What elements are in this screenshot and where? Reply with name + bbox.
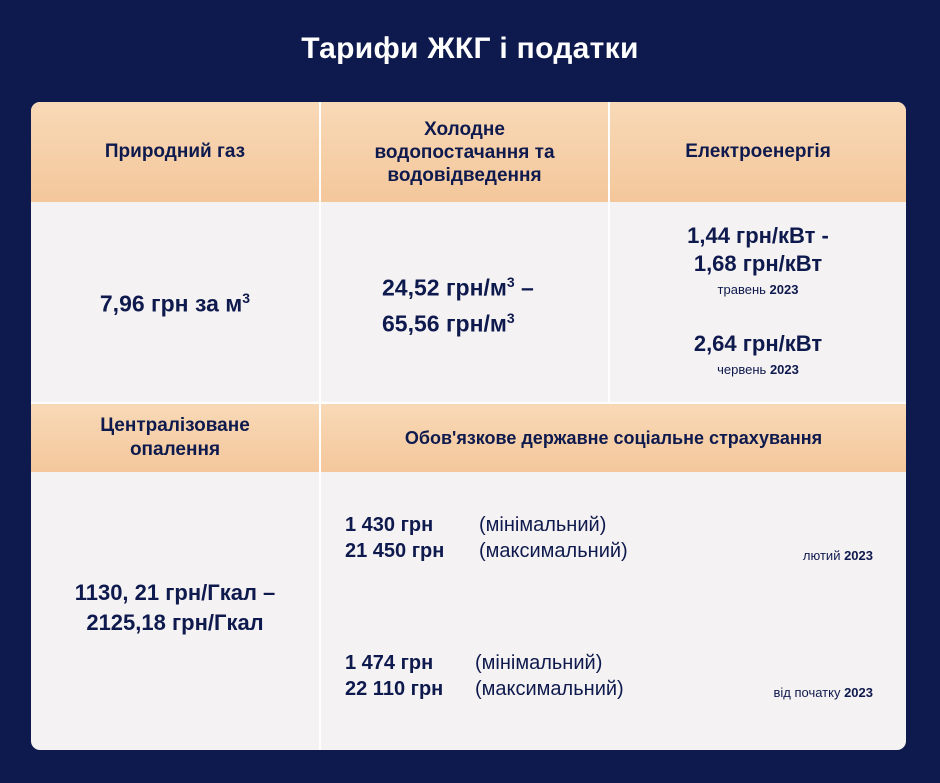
insurance-2-note-text: від початку bbox=[773, 685, 841, 700]
insurance-1-max-amount: 21 450 грн bbox=[345, 540, 445, 562]
gas-value bbox=[31, 284, 319, 318]
header-insurance-label: Обов'язкове державне соціальне страхування bbox=[404, 427, 823, 448]
insurance-2-min-row bbox=[345, 650, 624, 676]
divider-col1 bbox=[319, 102, 321, 750]
water-line2: 65,56 грн/м bbox=[382, 310, 507, 337]
header-gas-label: Природний газ bbox=[104, 141, 246, 162]
insurance-1-max-label: (максимальний) bbox=[479, 540, 628, 562]
water-value bbox=[382, 267, 534, 338]
water-line2-sup: 3 bbox=[506, 309, 515, 326]
page-title: Тарифи ЖКГ і податки bbox=[301, 32, 639, 65]
header-water-line1: Холодне bbox=[424, 118, 505, 140]
gas-value-sup: 3 bbox=[242, 290, 251, 306]
electricity-june bbox=[610, 330, 906, 377]
header-water-line3: водовідведення bbox=[387, 164, 542, 186]
header-water-line2: водопостачання та bbox=[374, 141, 555, 163]
electricity-may-note-text: травень bbox=[717, 282, 766, 297]
header-electricity bbox=[610, 102, 906, 202]
insurance-1-max-row bbox=[345, 538, 628, 564]
insurance-1-min-amount: 1 430 грн bbox=[345, 514, 434, 536]
insurance-1-note bbox=[803, 548, 873, 563]
water-line1-sup: 3 bbox=[506, 274, 515, 290]
header-insurance bbox=[321, 404, 906, 472]
insurance-2-year: 2023 bbox=[844, 685, 873, 700]
insurance-block-1 bbox=[345, 512, 628, 564]
divider-row1 bbox=[31, 402, 906, 404]
electricity-may-note bbox=[610, 282, 906, 297]
insurance-2-min-amount: 1 474 грн bbox=[345, 652, 434, 674]
header-heating-line2: опалення bbox=[129, 439, 221, 460]
electricity-june-note-text: червень bbox=[717, 362, 767, 377]
insurance-2-note bbox=[773, 685, 873, 700]
water-line1-tail: – bbox=[514, 274, 534, 301]
header-water bbox=[321, 102, 608, 202]
heating-line1: 1130, 21 грн/Гкал – bbox=[74, 580, 276, 605]
heating-line2: 2125,18 грн/Гкал bbox=[86, 610, 264, 635]
gas-value-text: 7,96 грн за м bbox=[99, 290, 243, 317]
water-line1: 24,52 грн/м bbox=[382, 274, 507, 301]
electricity-june-note bbox=[610, 362, 906, 377]
electricity-may-line2: 1,68 грн/кВт bbox=[693, 251, 823, 276]
electricity-may-line1: 1,44 грн/кВт - bbox=[687, 223, 829, 248]
electricity-june-year: 2023 bbox=[769, 362, 799, 377]
header-heating-line1: Централізоване bbox=[100, 415, 250, 436]
insurance-2-max-label: (максимальний) bbox=[475, 678, 624, 700]
header-gas bbox=[31, 102, 319, 202]
insurance-1-year: 2023 bbox=[844, 548, 873, 563]
insurance-2-min-label: (мінімальний) bbox=[475, 652, 603, 674]
header-electricity-label: Електроенергія bbox=[685, 141, 831, 162]
insurance-2-max-amount: 22 110 грн bbox=[345, 678, 444, 700]
insurance-block-2 bbox=[345, 650, 624, 702]
electricity-may bbox=[610, 222, 906, 297]
insurance-1-note-text: лютий bbox=[802, 548, 841, 563]
heating-value bbox=[31, 578, 319, 638]
insurance-2-max-row bbox=[345, 676, 624, 702]
electricity-may-year: 2023 bbox=[769, 282, 799, 297]
tariffs-table bbox=[31, 102, 906, 750]
insurance-1-min-row bbox=[345, 512, 628, 538]
header-heating bbox=[31, 404, 319, 472]
insurance-1-min-label: (мінімальний) bbox=[479, 514, 607, 536]
electricity-june-value: 2,64 грн/кВт bbox=[693, 331, 823, 356]
